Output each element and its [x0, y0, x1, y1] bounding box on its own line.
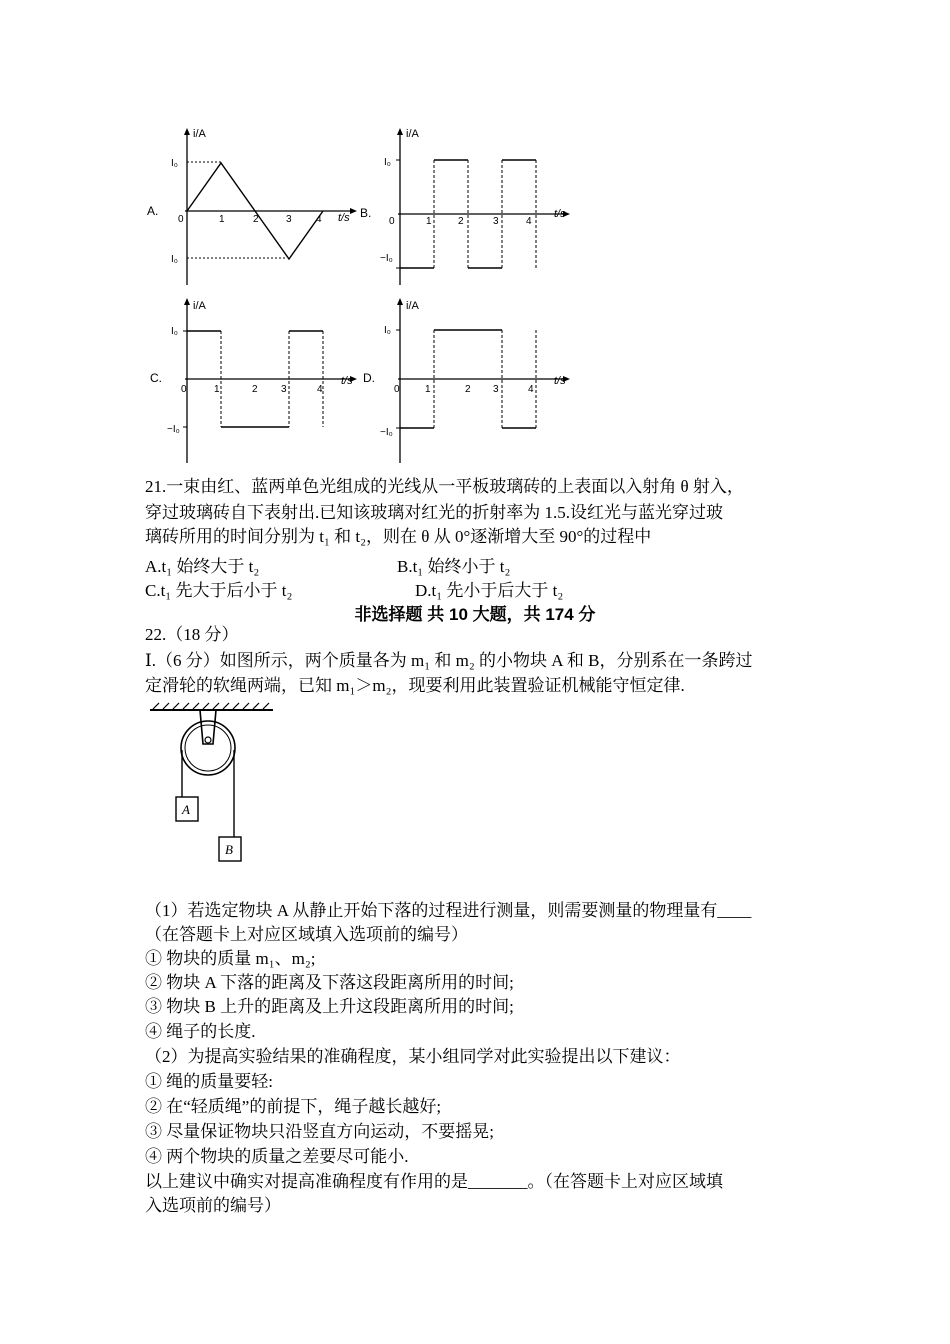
q21-option-b: B.t₁ 始终小于 t₂	[397, 557, 511, 576]
q22-part1-option-1: ① 物块的质量 m₁、m₂;	[145, 949, 316, 968]
q21-option-c: C.t₁ 先大于后小于 t₂	[145, 581, 293, 600]
option-label: A.	[147, 204, 159, 218]
tick-4: 4	[526, 216, 532, 227]
q22-part2-question: （2）为提高实验结果的准确程度，某小组同学对此实验提出以下建议：	[145, 1047, 681, 1066]
q22-part1-note: （在答题卡上对应区域填入选项前的编号）	[145, 925, 468, 944]
ceiling-hatch	[153, 703, 269, 709]
graph-d-svg	[358, 295, 573, 465]
tick-4: 4	[317, 384, 323, 395]
tick-0: 0	[394, 384, 400, 395]
graph-a	[145, 125, 360, 290]
graph-c	[145, 295, 360, 465]
q22-part1-option-4: ④ 绳子的长度.	[145, 1022, 256, 1041]
q22-intro-1: Ⅰ.（6 分）如图所示，两个质量各为 m₁ 和 m₂ 的小物块 A 和 B，分别系在一条跨过	[145, 651, 753, 670]
tick-1: 1	[426, 216, 432, 227]
q21-line-3: 璃砖所用的时间分别为 t₁ 和 t₂，则在 θ 从 0°逐渐增大至 90°的过程中	[145, 527, 652, 546]
pulley-bracket	[200, 710, 216, 744]
x-arrow	[350, 208, 357, 214]
i0-label: I₀	[384, 325, 391, 336]
y-arrow	[397, 298, 403, 305]
block-b-label: B	[225, 842, 233, 857]
q22-part1-option-3: ③ 物块 B 上升的距离及上升这段距离所用的时间;	[145, 997, 514, 1016]
q22-intro-2: 定滑轮的软绳两端，已知 m₁＞m₂，现要利用此装置验证机械能守恒定律.	[145, 676, 685, 695]
option-label: D.	[363, 371, 375, 385]
q21-line-1: 21.一束由红、蓝两单色光组成的光线从一平板玻璃砖的上表面以入射角 θ 射入，	[145, 477, 744, 496]
q22-part2-answer-line-2: 入选项前的编号）	[145, 1196, 281, 1215]
tick-2: 2	[253, 214, 259, 225]
graph-a-svg	[145, 125, 360, 290]
y-label: i/A	[193, 128, 206, 140]
q22-part2-suggestion-3: ③ 尽量保证物块只沿竖直方向运动，不要摇晃;	[145, 1122, 494, 1141]
tick-0: 0	[181, 384, 187, 395]
q22-part2-answer-line-1: 以上建议中确实对提高准确程度有作用的是_______。（在答题卡上对应区域填	[145, 1172, 723, 1191]
q21-option-d: D.t₁ 先小于后大于 t₂	[415, 581, 564, 600]
x-label: t/s	[554, 208, 566, 220]
q22-part2-suggestion-2: ② 在“轻质绳”的前提下，绳子越长越好;	[145, 1097, 442, 1116]
q22-part1-question: （1）若选定物块 A 从静止开始下落的过程进行测量，则需要测量的物理量有____	[145, 901, 752, 920]
pulley-diagram	[145, 700, 280, 877]
section-title: 非选择题 共 10 大题，共 174 分	[354, 605, 596, 624]
pulley-axle	[205, 737, 211, 743]
q22-part2-suggestion-4: ④ 两个物块的质量之差要尽可能小.	[145, 1147, 409, 1166]
q22-header: 22.（18 分）	[145, 625, 239, 644]
y-arrow	[184, 298, 190, 305]
q22-part2-suggestion-1: ① 绳的质量要轻:	[145, 1072, 273, 1091]
x-label: t/s	[338, 212, 350, 224]
tick-2: 2	[252, 384, 258, 395]
y-label: i/A	[193, 300, 206, 312]
y-arrow	[397, 128, 403, 135]
i0-label: I₀	[384, 157, 391, 168]
tick-3: 3	[281, 384, 287, 395]
i0-label: I₀	[171, 158, 178, 169]
block-a-label: A	[182, 802, 190, 817]
q21-option-a: A.t₁ 始终大于 t₂	[145, 557, 260, 576]
graph-c-svg	[145, 295, 360, 465]
q22-part1-option-2: ② 物块 A 下落的距离及下落这段距离所用的时间;	[145, 973, 514, 992]
tick-4: 4	[316, 214, 322, 225]
option-label: B.	[360, 206, 372, 220]
tick-0: 0	[389, 216, 395, 227]
x-label: t/s	[554, 375, 566, 387]
x-label: t/s	[341, 375, 353, 387]
i0-label: I₀	[171, 326, 178, 337]
pulley-svg	[145, 700, 280, 872]
tick-3: 3	[286, 214, 292, 225]
pulley-wheel-inner	[185, 725, 231, 771]
neg-i0-label: −I₀	[380, 427, 393, 438]
option-label: C.	[150, 371, 162, 385]
tick-4: 4	[528, 384, 534, 395]
y-label: i/A	[406, 300, 419, 312]
tick-2: 2	[458, 216, 464, 227]
pulley-wheel-outer	[181, 721, 235, 775]
tick-0: 0	[178, 214, 184, 225]
y-label: i/A	[406, 128, 419, 140]
neg-i0-label: −I₀	[167, 424, 180, 435]
graph-b	[358, 125, 573, 290]
tick-3: 3	[493, 216, 499, 227]
tick-1: 1	[425, 384, 431, 395]
q21-line-2: 穿过玻璃砖自下表射出.已知该玻璃对红光的折射率为 1.5.设红光与蓝光穿过玻	[145, 503, 723, 522]
tick-3: 3	[493, 384, 499, 395]
graph-b-svg	[358, 125, 573, 290]
tick-1: 1	[214, 384, 220, 395]
neg-i0-label: −I₀	[380, 253, 393, 264]
tick-1: 1	[219, 214, 225, 225]
y-arrow	[184, 128, 190, 135]
graph-d	[358, 295, 573, 465]
neg-i0-label: I₀	[171, 254, 178, 265]
tick-2: 2	[465, 384, 471, 395]
